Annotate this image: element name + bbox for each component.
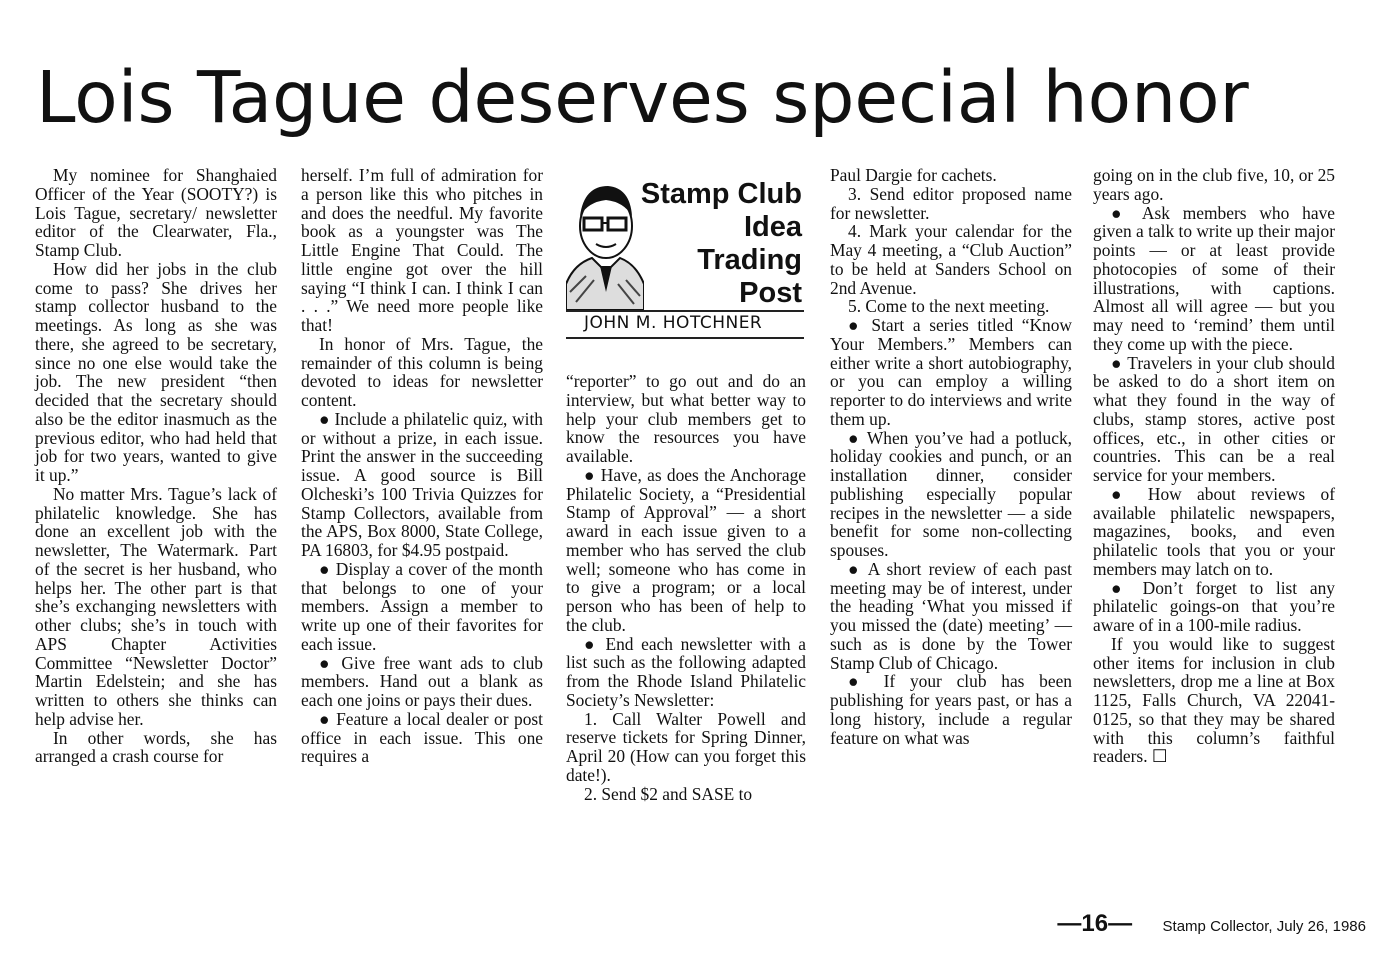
paragraph: ● Start a series titled “Know Your Members.” Members can either write a short autobiography, or you can employ a willing reporter to do interviews and write them up. [830,315,1072,429]
column-title [641,178,802,310]
paragraph: ● End each newsletter with a list such as the following adapted from the Rhode Island Philatelic Society’s Newsletter: [566,633,806,710]
paragraph: ● Travelers in your club should be asked to do a short item on what they found in the way of clubs, stamp stores, active post offices, etc., in other cities or countries. This can be a real service for your members. [1093,352,1335,485]
page-number: —16— [1057,910,1133,937]
paragraph: ● Display a cover of the month that belongs to one of your members. Assign a member to write up one of their favorites for each issue. [301,558,543,654]
paragraph: ● Feature a local dealer or post office in each issue. This one requires a [301,708,543,767]
paragraph: No matter Mrs. Tague’s lack of philatelic knowledge. She has done an excellent job with the newsletter, The Watermark. Part of the secret is her husband, who helps her. The other part is that she’s exchanging newsletters with other clubs; she’s in touch with APS Chapter Activities Committee “Newsletter Doctor” Martin Edelstein; and she has written to others she thinks can help advise her. [35,483,277,729]
paragraph: My nominee for Shanghaied Officer of the Year (SOOTY?) is Lois Tague, secretary/ newsletter editor of the Clearwater, Fla., Stamp Club. [35,165,277,260]
headline: Lois Tague deserves special honor [36,56,1249,139]
divider [566,310,804,312]
paragraph: In other words, she has arranged a crash course for [35,727,277,767]
paragraph: 2. Send $2 and SASE to [584,783,753,804]
paragraph: In honor of Mrs. Tague, the remainder of this column is being devoted to ideas for newsletter content. [301,333,543,410]
paragraph: How did her jobs in the club come to pass? She drives her stamp collector husband to the meetings. As long as she was there, she agreed to be secretary, since no one else would take the job. The new president “then decided that the secretary should also be the editor inasmuch as the previous editor, who had held that job for two years, wanted to give it up.” [35,258,277,485]
article-column-1 [35,166,277,766]
paragraph: herself. I’m full of admiration for a person like this who pitches in and does the needful. My favorite book as a youngster was The Little Engine That Could. The little engine got over the hill saying “I think I can. I think I can . . .” We need more people like that! [301,165,543,335]
column-title-line: Idea [743,211,802,243]
article-column-4 [830,166,1072,747]
paragraph: 4. Mark your calendar for the May 4 meeting, a “Club Auction” to be held at Sanders School on 2nd Avenue. [830,221,1072,298]
paragraph: ● How about reviews of available philatelic newspapers, magazines, books, and even philatelic tools that you or your members may latch on to. [1093,483,1335,579]
paragraph: ● If your club has been publishing for years past, or has a long history, include a regular feature on what was [830,671,1072,748]
paragraph: Paul Dargie for cachets. [830,165,997,185]
column-logo [566,172,806,342]
paragraph: If you would like to suggest other items for inclusion in club newsletters, drop me a line at Box 1125, Falls Church, VA 22041-0125, so that they may be shared with this column’s faithful readers. ☐ [1093,633,1335,767]
column-title-line: Stamp Club [640,178,802,210]
article-column-2 [301,166,543,766]
author-name: JOHN M. HOTCHNER [584,313,763,333]
paragraph: ● Have, as does the Anchorage Philatelic Society, a “Presidential Stamp of Approval” — a short award in each issue given to a member who has served the club well; someone who has come in to give a program; or a local person who has been of help to the club. [566,464,806,635]
page-footer [1057,910,1366,938]
divider [566,337,804,339]
paragraph: ● Don’t forget to list any philatelic goings-on that you’re aware of in a 100-mile radius. [1093,577,1335,635]
paragraph: 5. Come to the next meeting. [848,296,1050,317]
paragraph: ● Ask members who have given a talk to write up their major points — or at least provide photocopies of some of their illustrations, with captions. Almost all will agree — but you may need to ‘remind’ them until they come up with the piece. [1093,202,1335,354]
column-title-line: Trading [697,244,802,276]
paragraph: ● Give free want ads to club members. Hand out a blank as each one joins or pays their dues. [301,652,543,710]
paragraph: going on in the club five, 10, or 25 years ago. [1093,165,1335,204]
article-column-3 [566,372,806,803]
publication-credit: Stamp Collector, July 26, 1986 [1162,918,1366,935]
paragraph: 3. Send editor proposed name for newsletter. [830,183,1072,223]
paragraph: 1. Call Walter Powell and reserve tickets for Spring Dinner, April 20 (How can you forget this date!). [566,708,806,785]
paragraph: ● A short review of each past meeting may be of interest, under the heading ‘What you missed if you missed the (date) meeting’ — such as is done by the Tower Stamp Club of Chicago. [830,558,1072,673]
paragraph: ● When you’ve had a potluck, holiday cookies and punch, or an installation dinner, consider publishing especially popular recipes in the newsletter — a side benefit for some non-collecting spouses. [830,427,1072,560]
article-column-5 [1093,166,1335,766]
column-title-line: Post [739,277,802,309]
author-portrait [566,172,644,310]
paragraph: “reporter” to go out and do an interview, but what better way to help your club members get to know the resources you have available. [566,371,806,466]
paragraph: ● Include a philatelic quiz, with or without a prize, in each issue. Print the answer in the succeeding issue. A good source is Bill Olcheski’s 100 Trivia Quizzes for Stamp Collectors, available from the APS, Box 8000, State College, PA 16803, for $4.95 postpaid. [301,408,543,560]
